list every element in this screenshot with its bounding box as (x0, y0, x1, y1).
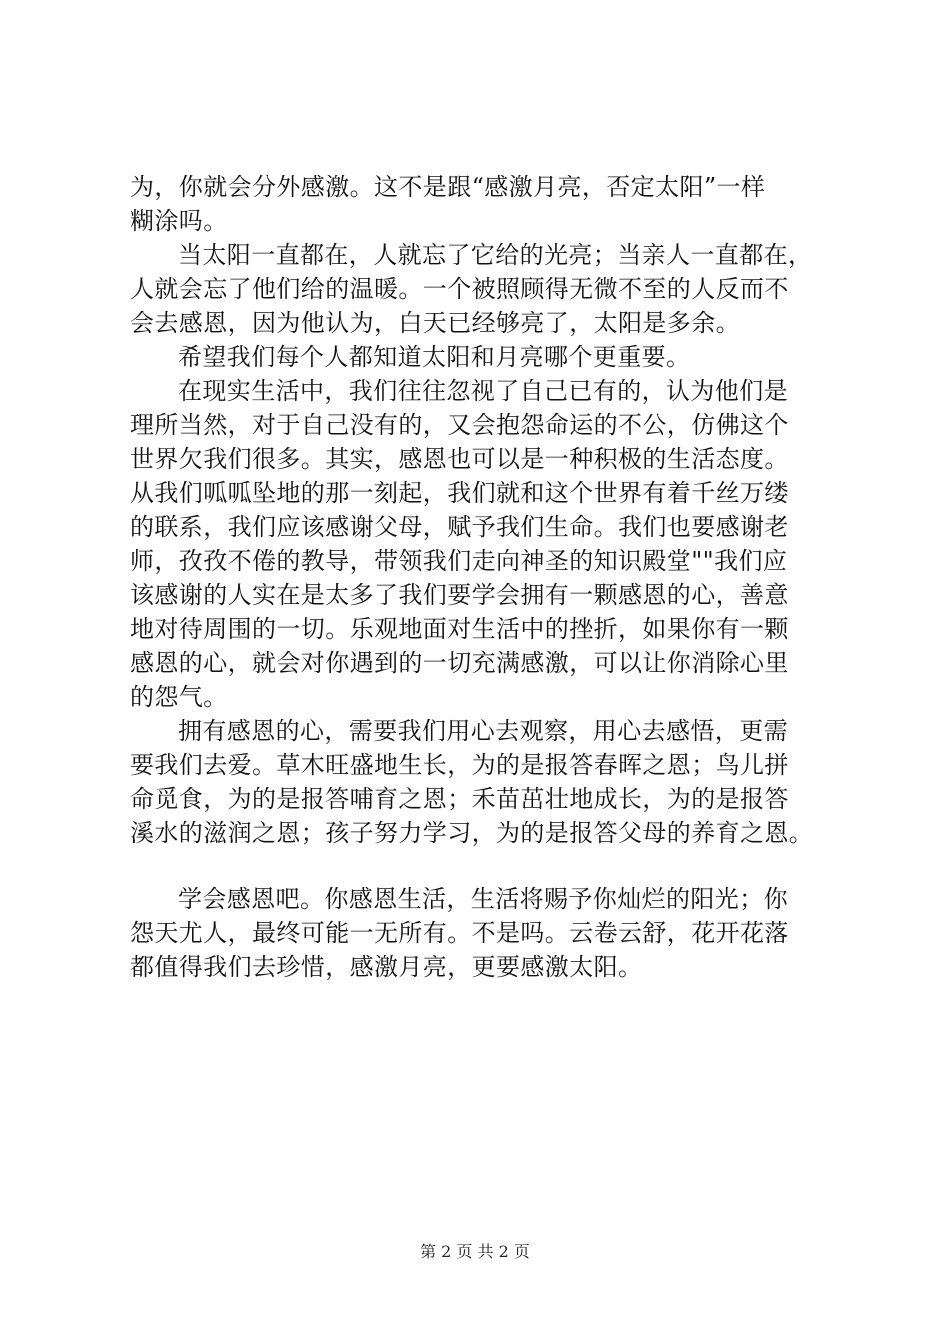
text-line: 该感谢的人实在是太多了我们要学会拥有一颗感恩的心，善意 (130, 581, 789, 609)
text-line: 要我们去爱。草木旺盛地生长，为的是报答春晖之恩；鸟儿拼 (130, 751, 789, 779)
text-line: 人就会忘了他们给的温暖。一个被照顾得无微不至的人反而不 (130, 275, 789, 303)
text-line: 命觅食，为的是报答哺育之恩；禾苗茁壮地成长，为的是报答 (130, 785, 789, 813)
text-line: 从我们呱呱坠地的那一刻起，我们就和这个世界有着千丝万缕 (130, 479, 789, 507)
text-line: 糊涂吗。 (130, 207, 228, 235)
text-line: 感恩的心，就会对你遇到的一切充满感激，可以让你消除心里 (130, 649, 789, 677)
text-line: 世界欠我们很多。其实，感恩也可以是一种积极的生活态度。 (130, 445, 789, 473)
text-line: 溪水的滋润之恩；孩子努力学习，为的是报答父母的养育之恩。 (130, 819, 814, 847)
paragraph-start: 在现实生活中，我们往往忽视了自己已有的，认为他们是 (178, 377, 788, 405)
page-footer: 第 2 页 共 2 页 (420, 1242, 530, 1261)
text-line: 会去感恩，因为他认为，白天已经够亮了，太阳是多余。 (130, 309, 740, 337)
text-line: 师，孜孜不倦的教导，带领我们走向神圣的知识殿堂""我们应 (130, 547, 788, 575)
paragraph-start: 当太阳一直都在，人就忘了它给的光亮；当亲人一直都在， (178, 241, 813, 269)
paragraph-start: 拥有感恩的心，需要我们用心去观察，用心去感悟，更需 (178, 717, 788, 745)
document-body (130, 170, 835, 984)
paragraph-start: 学会感恩吧。你感恩生活，生活将赐予你灿烂的阳光；你 (178, 885, 788, 913)
text-line: 的联系，我们应该感谢父母，赋予我们生命。我们也要感谢老 (130, 513, 789, 541)
paragraph-gap (130, 850, 835, 882)
text-line: 怨天尤人，最终可能一无所有。不是吗。云卷云舒，花开花落 (130, 919, 789, 947)
text-line: 理所当然，对于自己没有的，又会抱怨命运的不公，仿佛这个 (130, 411, 789, 439)
text-line: 地对待周围的一切。乐观地面对生活中的挫折，如果你有一颗 (130, 615, 789, 643)
paragraph-start: 希望我们每个人都知道太阳和月亮哪个更重要。 (178, 343, 691, 371)
text-line: 的怨气。 (130, 683, 228, 711)
text-line: 为，你就会分外感激。这不是跟“感激月亮，否定太阳”一样 (130, 173, 766, 201)
text-line: 都值得我们去珍惜，感激月亮，更要感激太阳。 (130, 953, 643, 981)
